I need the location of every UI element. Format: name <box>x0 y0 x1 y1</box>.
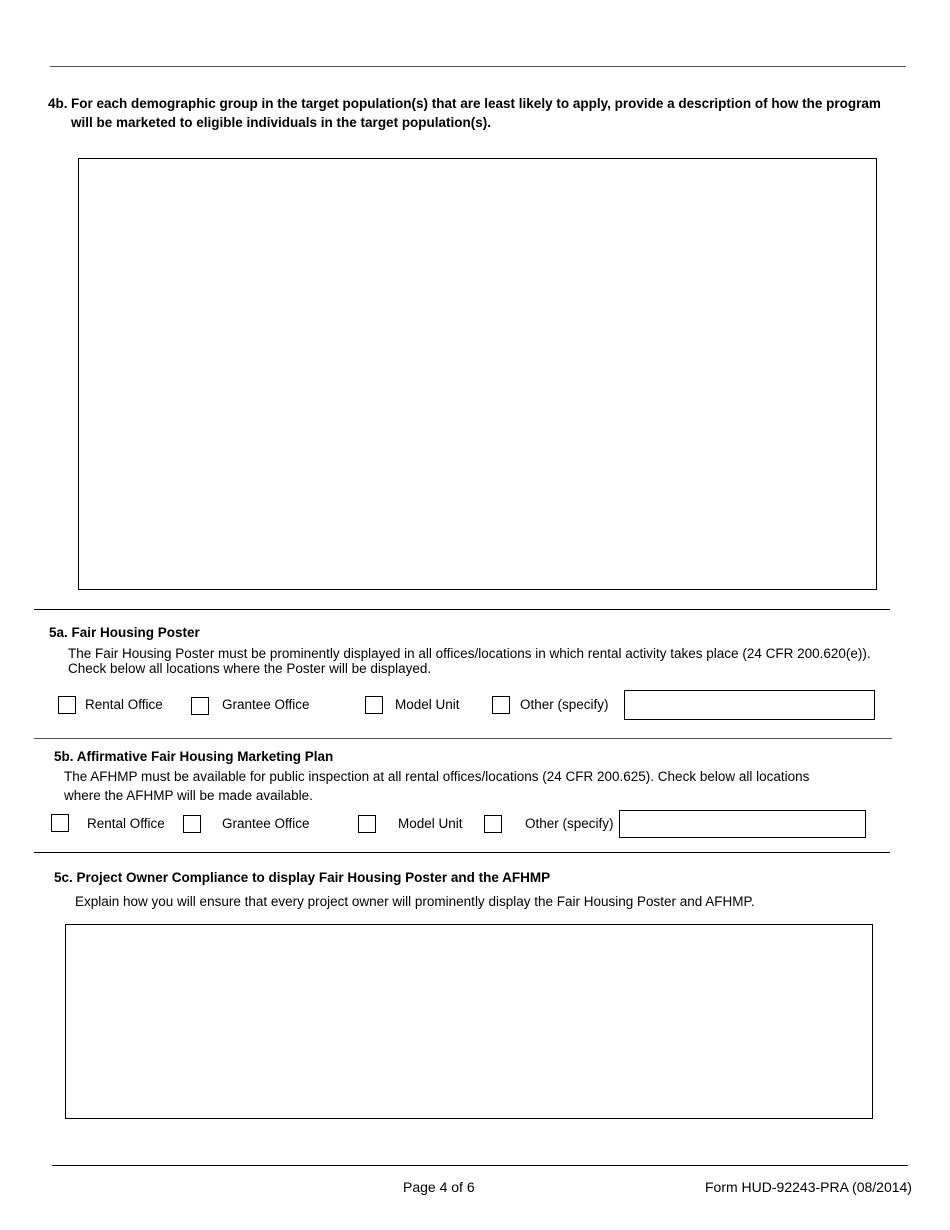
checkbox-5b-other[interactable] <box>484 815 502 833</box>
checkbox-5a-other[interactable] <box>492 696 510 714</box>
checkbox-5b-rental-office[interactable] <box>51 814 69 832</box>
label-5b-rental-office: Rental Office <box>87 816 165 831</box>
checkbox-5b-model-unit[interactable] <box>358 815 376 833</box>
label-5a-rental-office: Rental Office <box>85 697 163 712</box>
section-divider-5b <box>34 738 892 739</box>
footer-divider <box>52 1165 908 1166</box>
question-4b-line2: will be marketed to eligible individuals in the target population(s). <box>71 115 492 130</box>
checkbox-5a-rental-office[interactable] <box>58 696 76 714</box>
section-5c-instruction: Explain how you will ensure that every project owner will prominently display the Fair Housing Poster and AFHMP. <box>75 894 755 909</box>
checkbox-5b-grantee-office[interactable] <box>183 815 201 833</box>
label-5a-other: Other (specify) <box>520 697 609 712</box>
section-divider-5a <box>34 609 890 610</box>
input-5b-other-specify[interactable] <box>619 810 866 838</box>
label-5b-grantee-office: Grantee Office <box>222 816 310 831</box>
section-5c-response-field[interactable] <box>65 924 873 1119</box>
section-5a-description-line1: The Fair Housing Poster must be prominently displayed in all offices/locations in which rental activity takes place (24 CFR 200.620(e)). <box>68 646 871 661</box>
section-divider-5c <box>34 852 890 853</box>
label-5a-grantee-office: Grantee Office <box>222 697 310 712</box>
question-4b-response-field[interactable] <box>78 158 877 590</box>
section-5b-description-line1: The AFHMP must be available for public inspection at all rental offices/locations (24 CFR 200.625). Check below all locations <box>64 769 810 784</box>
label-5b-model-unit: Model Unit <box>398 816 463 831</box>
top-divider <box>50 66 906 67</box>
section-5c-title: 5c. Project Owner Compliance to display Fair Housing Poster and the AFHMP <box>54 870 551 885</box>
checkbox-5a-model-unit[interactable] <box>365 696 383 714</box>
section-5a-title: 5a. Fair Housing Poster <box>49 625 200 640</box>
footer-page-number: Page 4 of 6 <box>403 1179 475 1195</box>
section-5b-description-line2: where the AFHMP will be made available. <box>64 788 313 803</box>
footer-form-id: Form HUD-92243-PRA (08/2014) <box>705 1179 912 1195</box>
question-4b-line1: For each demographic group in the target population(s) that are least likely to apply, provide a description of how the program <box>71 96 881 111</box>
section-5b-title: 5b. Affirmative Fair Housing Marketing Plan <box>54 749 334 764</box>
label-5b-other: Other (specify) <box>525 816 614 831</box>
section-5a-description-line2: Check below all locations where the Poster will be displayed. <box>68 661 432 676</box>
label-5a-model-unit: Model Unit <box>395 697 460 712</box>
question-4b-number: 4b. <box>48 96 68 111</box>
checkbox-5a-grantee-office[interactable] <box>191 697 209 715</box>
input-5a-other-specify[interactable] <box>624 690 875 720</box>
